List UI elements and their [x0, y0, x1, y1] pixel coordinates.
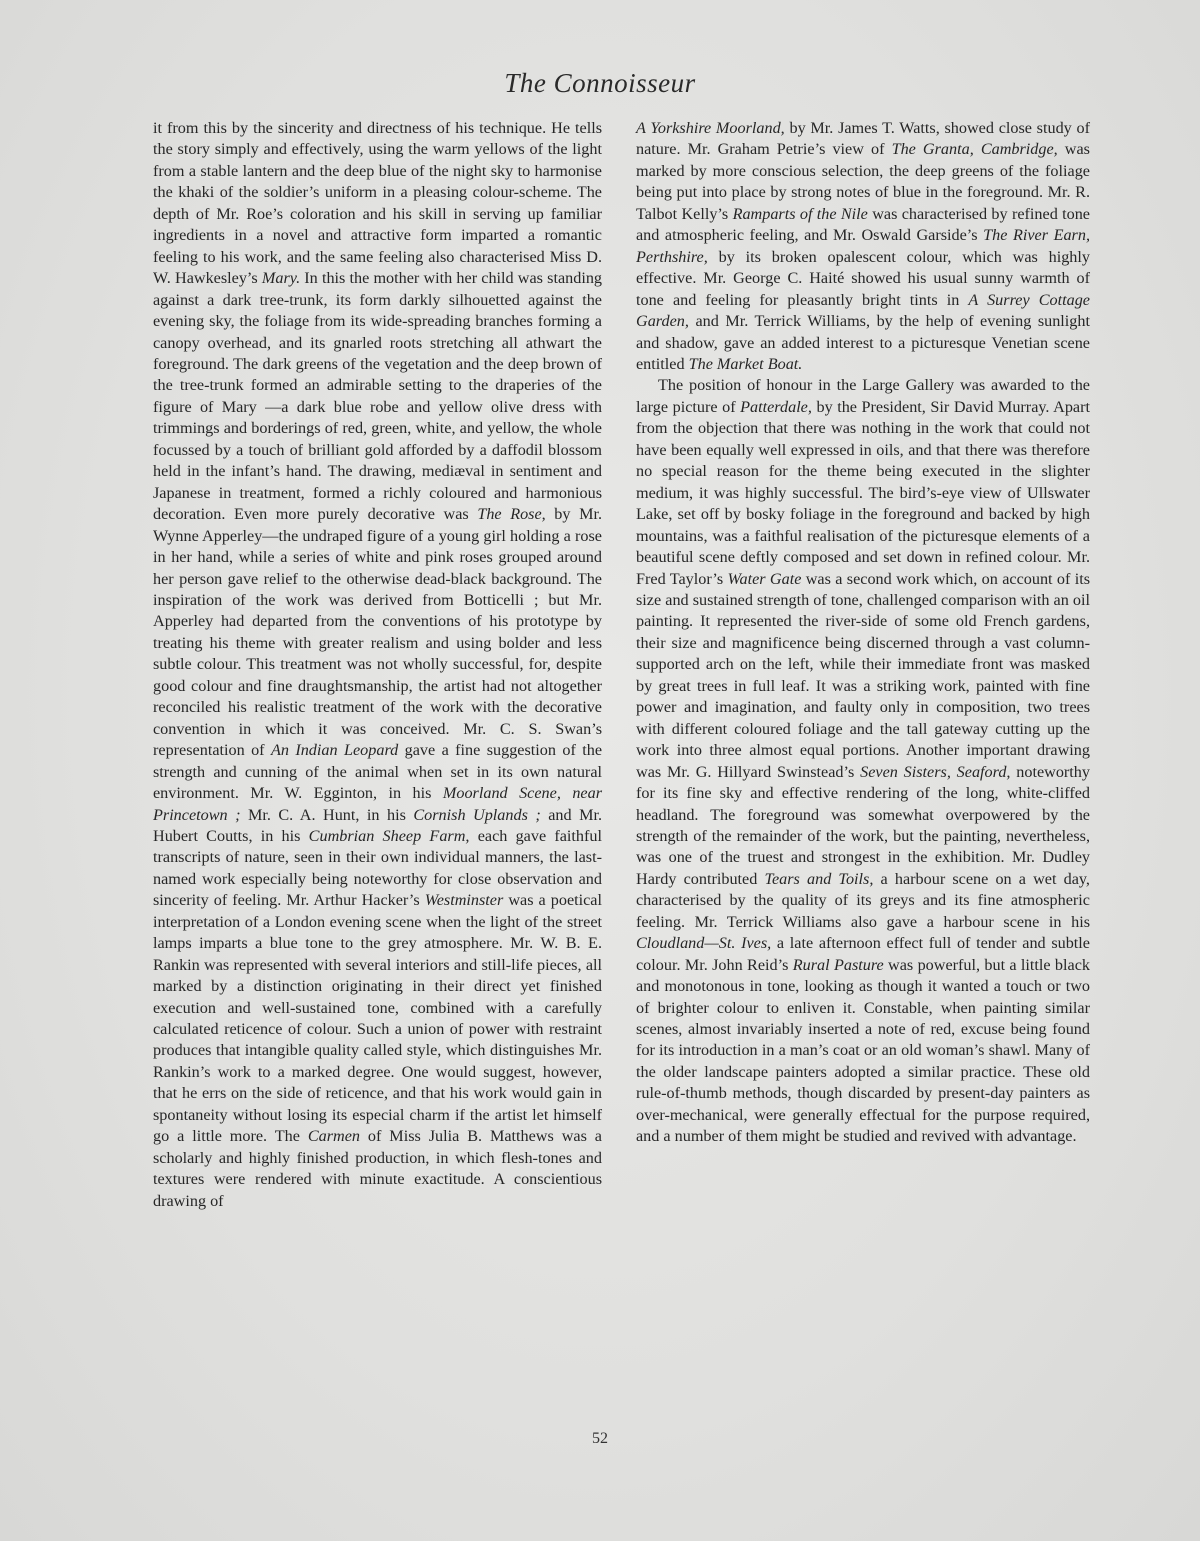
artwork-title: Cornish Uplands ;: [413, 805, 541, 824]
artwork-title: Patterdale,: [740, 397, 812, 416]
body-paragraph: The position of honour in the Large Gallery was awarded to the large picture of Patterdale, by the President, Sir David Murray. Apart from the objection that there was nothing in the work that could not have been equally well expressed in oils, and that there was therefore no special reason for the theme being executed in the slighter medium, it was highly successful. The bird’s-eye view of Ullswater Lake, set off by bosky foliage in the foreground and backed by high mountains, was a faithful realisation of the picturesque elements of a beautiful scene deftly composed and set down in refined colour. Mr. Fred Taylor’s Water Gate was a second work which, on account of its size and sustained strength of tone, challenged comparison with an oil painting. It represented the river-side of some old French gardens, their size and magnificence being discerned through a vast column-supported arch on the left, while their immediate front was masked by great trees in full leaf. It was a striking work, painted with fine power and imagination, and faulty only in composition, two trees with different coloured foliage and the tall gateway cutting up the work into three almost equal portions. Another important drawing was Mr. G. Hillyard Swinstead’s Seven Sisters, Seaford, noteworthy for its fine sky and effective rendering of the long, white-cliffed headland. The foreground was somewhat overpowered by the strength of the remainder of the work, but the painting, nevertheless, was one of the truest and strongest in the exhibition. Mr. Dudley Hardy contributed Tears and Toils, a harbour scene on a wet day, characterised by the quality of its greys and its fine atmospheric feeling. Mr. Terrick Williams also gave a harbour scene in his Cloudland—St. Ives, a late afternoon effect full of tender and subtle colour. Mr. John Reid’s Rural Pasture was powerful, but a little black and monotonous in tone, looking as though it wanted a touch or two of brighter colour to enliven it. Constable, when painting similar scenes, almost invariably inserted a note of red, excuse being found for its introduction in a man’s coat or an old woman’s shawl. Many of the older landscape painters adopted a similar practice. These old rule-of-thumb methods, though discarded by present-day painters as over-mechanical, were generally effectual for the purpose required, and a number of them might be studied and revived with advantage.: [636, 376, 1091, 1146]
artwork-title: Seven Sisters, Seaford,: [860, 762, 1011, 781]
artwork-title: Cloudland—St. Ives,: [636, 934, 772, 953]
artwork-title: A Surrey Cottage Garden,: [636, 290, 1090, 331]
left-text-column: [153, 118, 602, 1212]
artwork-title: Moorland Scene, near Princetown ;: [153, 784, 602, 824]
artwork-title: Westminster: [424, 891, 504, 910]
body-paragraph: A Yorkshire Moorland, by Mr. James T. Watts, showed close study of nature. Mr. Graham Petrie’s view of The Granta, Cambridge, was marked by more conscious selection, the deep greens of the foliage being put into place by strong notes of blue in the foreground. Mr. R. Talbot Kelly’s Ramparts of the Nile was characterised by refined tone and atmospheric feeling, and Mr. Oswald Garside’s The River Earn, Perthshire, by its broken opalescent colour, which was highly effective. Mr. George C. Haité showed his usual sunny warmth of tone and feeling for pleasantly bright tints in A Surrey Cottage Garden, and Mr. Terrick Williams, by the help of evening sunlight and shadow, gave an added interest to a picturesque Venetian scene entitled The Market Boat.: [636, 119, 1090, 373]
artwork-title: Tears and Toils,: [764, 869, 874, 888]
artwork-title: An Indian Leopard: [270, 741, 399, 760]
artwork-title: Rural Pasture: [792, 955, 884, 974]
body-paragraph: it from this by the sincerity and directness of his technique. He tells the story simply and effectively, using the warm yellows of the light from a stable lantern and the deep blue of the night sky to harmonise the khaki of the soldier’s uniform in a pleasing colour-scheme. The depth of Mr. Roe’s coloration and his skill in serving up familiar ingredients in a novel and attractive form imparted a romantic feeling to his work, and the same feeling also characterised Miss D. W. Hawkesley’s Mary. In this the mother with her child was standing against a dark tree-trunk, its form darkly silhouetted against the evening sky, the foliage from its wide-spreading branches forming a canopy overhead, and its gnarled roots stretching all athwart the foreground. The dark greens of the vegetation and the deep brown of the tree-trunk formed an admirable setting to the draperies of the figure of Mary —a dark blue robe and yellow olive dress with trimmings and borderings of red, green, white, and yellow, the whole focussed by a touch of brilliant gold afforded by a daffodil blossom held in the infant’s hand. The drawing, mediæval in sentiment and Japanese in treatment, formed a richly coloured and harmonious decoration. Even more purely decorative was The Rose, by Mr. Wynne Apperley—the undraped figure of a young girl holding a rose in her hand, while a series of white and pink roses grouped around her person gave relief to the otherwise dead-black background. The inspiration of the work was derived from Botticelli ; but Mr. Apperley had departed from the conventions of his prototype by treating his theme with greater realism and using bolder and less subtle colour. This treatment was not wholly successful, for, despite good colour and fine draughtsmanship, the artist had not altogether reconciled his realistic treatment of the work with the decorative convention in which it was conceived. Mr. C. S. Swan’s representation of An Indian Leopard gave a fine suggestion of the strength and cunning of the animal when set in its own natural environment. Mr. W. Egginton, in his Moorland Scene, near Princetown ; Mr. C. A. Hunt, in his Cornish Uplands ; and Mr. Hubert Coutts, in his Cumbrian Sheep Farm, each gave faithful transcripts of nature, seen in their own individual manners, the last-named work especially being noteworthy for close observation and sincerity of feeling. Mr. Arthur Hacker’s Westminster was a poetical interpretation of a London evening scene when the light of the street lamps imparts a blue tone to the grey atmosphere. Mr. W. B. E. Rankin was represented with several interiors and still-life pieces, all marked by a distinction originating in their direct yet finished execution and well-sustained tone, combined with a carefully calculated reticence of colour. Such a union of power with restraint produces that intangible quality called style, which distinguishes Mr. Rankin’s work to a marked degree. One would suggest, however, that he errs on the side of reticence, and that his work would gain in spontaneity without losing its especial charm if the artist let himself go a little more. The Carmen of Miss Julia B. Matthews was a scholarly and highly finished production, in which flesh-tones and textures were rendered with minute exactitude. A conscientious drawing of: [153, 119, 603, 1210]
artwork-title: Water Gate: [727, 569, 802, 588]
artwork-title: Mary.: [261, 269, 301, 288]
artwork-title: The Market Boat.: [688, 354, 803, 373]
page-number: 52: [592, 1430, 608, 1447]
running-head-title: The Connoisseur: [504, 68, 696, 98]
artwork-title: The Rose,: [477, 505, 546, 524]
artwork-title: Cumbrian Sheep Farm,: [308, 826, 470, 845]
artwork-title: Ramparts of the Nile: [732, 204, 868, 223]
artwork-title: A Yorkshire Moorland,: [636, 119, 785, 137]
artwork-title: The Granta, Cambridge,: [891, 140, 1058, 159]
right-text-column: [636, 118, 1090, 1148]
artwork-title: Carmen: [307, 1127, 360, 1146]
artwork-title: The River Earn, Perthshire,: [636, 226, 1090, 266]
